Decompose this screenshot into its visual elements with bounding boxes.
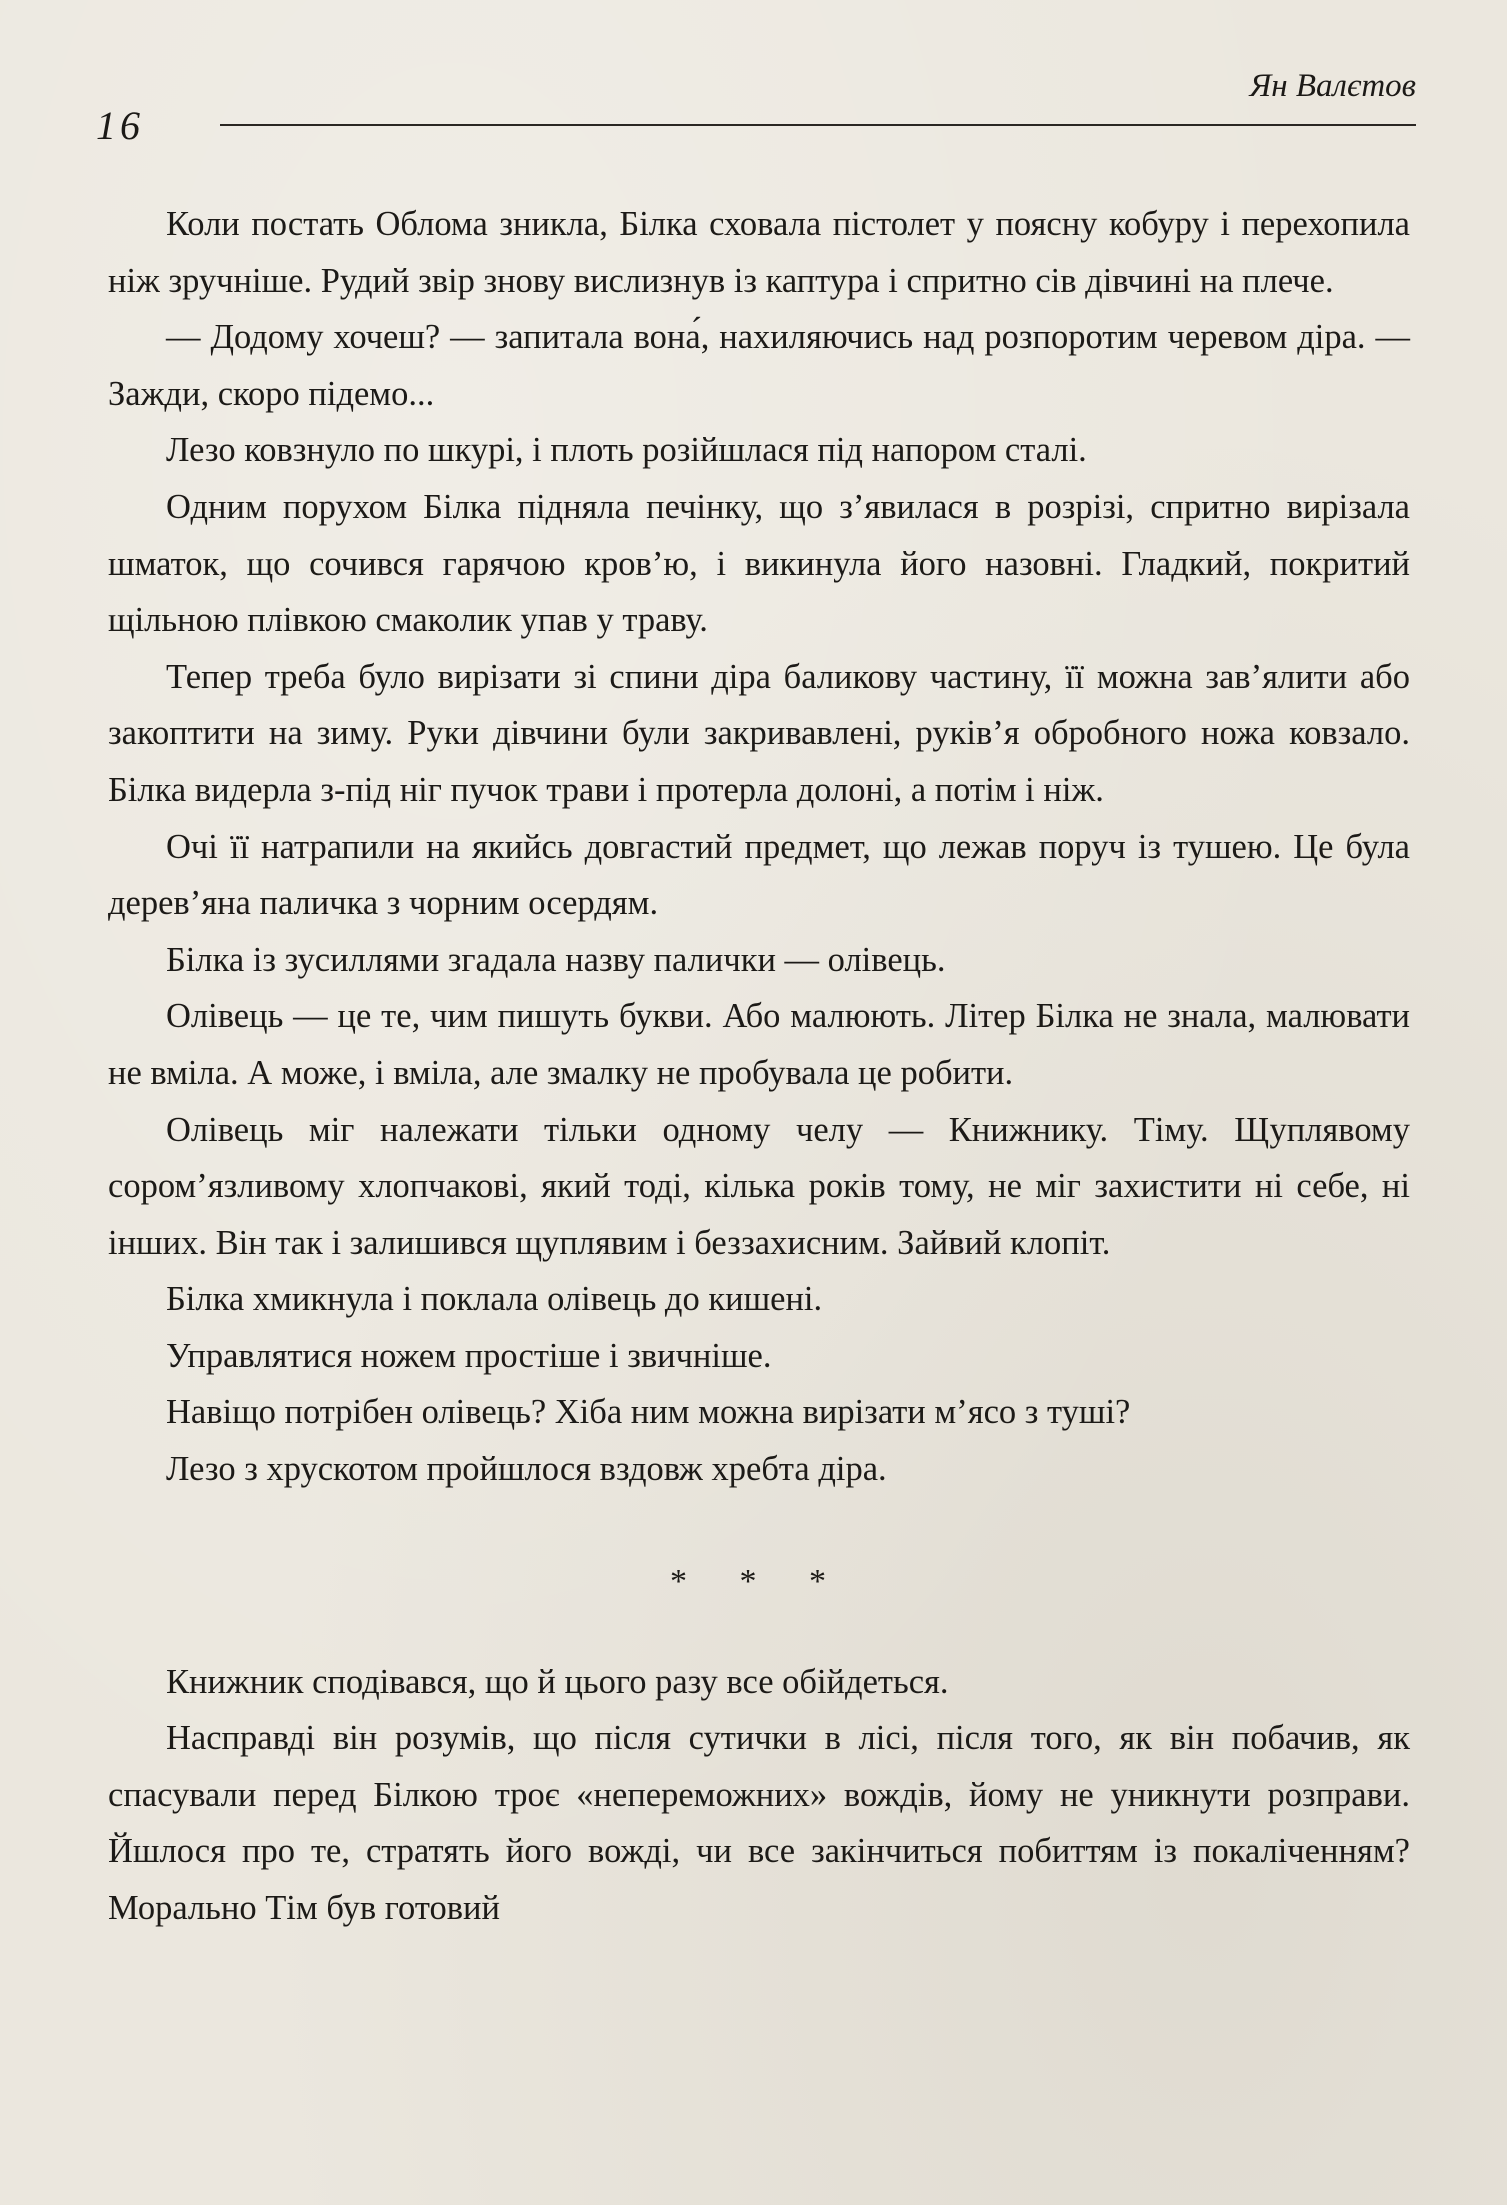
paragraph: — Додому хочеш? — запитала вона́, нахиляючись над розпоротим черевом діра. — Зажди, скоро підемо... — [108, 318, 1410, 413]
header-rule — [220, 124, 1416, 126]
paragraph: Тепер треба було вирізати зі спини діра баликову частину, її можна зав’ялити або закоптити на зиму. Руки дівчини були закривавлені, руків’я обробного ножа ковзало. Білка видерла з-під ніг пучок трави і протерла долоні, а потім і ніж. — [108, 657, 1410, 809]
paragraph: Олівець міг належати тільки одному челу — Книжнику. Тіму. Щуплявому сором’язливому хлопчакові, який тоді, кілька років тому, не міг захистити ні себе, ні інших. Він так і залишився щуплявим і беззахисним. Зайвий клопіт. — [108, 1110, 1410, 1262]
paragraph: Білка хмикнула і поклала олівець до кишені. — [166, 1280, 823, 1319]
page-number: 16 — [96, 103, 144, 148]
paragraph: Навіщо потрібен олівець? Хіба ним можна вирізати м’ясо з туші? — [166, 1393, 1131, 1432]
paragraph: Управлятися ножем простіше і звичніше. — [166, 1336, 772, 1375]
paragraph: Очі її натрапили на якийсь довгастий предмет, що лежав поруч із тушею. Це була дерев’яна паличка з чорним осердям. — [108, 827, 1410, 923]
paragraph: Лезо з хрускотом пройшлося вздовж хребта діра. — [166, 1450, 887, 1489]
page-header — [96, 62, 1416, 148]
section-separator: * * * — [670, 1562, 848, 1600]
paragraph: Коли постать Облома зникла, Білка сховала пістолет у поясну кобуру і перехопила ніж зручніше. Рудий звір знову вислизнув із каптура і спритно сів дівчині на плече. — [108, 205, 1410, 300]
paragraph: Лезо ковзнуло по шкурі, і плоть розійшлася під напором сталі. — [166, 431, 1087, 470]
paragraph: Одним порухом Білка підняла печінку, що з’явилася в розрізі, спритно вирізала шматок, що сочився гарячою кров’ю, і викинула його назовні. Гладкий, покритий щільною плівкою смаколик упав у траву. — [108, 487, 1410, 640]
paragraph: Олівець — це те, чим пишуть букви. Або малюють. Літер Білка не знала, малювати не вміла. А може, і вміла, але змалку не пробувала це робити. — [108, 997, 1410, 1092]
running-title: Ян Валєтов — [1249, 68, 1416, 104]
paragraph: Насправді він розумів, що після сутички в лісі, після того, як він побачив, як спасували перед Білкою троє «непереможних» вождів, йому не уникнути розправи. Йшлося про те, стратять його вожді, чи все закінчиться побиттям із покаліченням? Морально Тім був готовий — [108, 1719, 1410, 1928]
paragraph: Книжник сподівався, що й цього разу все обійдеться. — [166, 1662, 949, 1701]
body-text — [108, 196, 1410, 1937]
paragraph: Білка із зусиллями згадала назву палички — олівець. — [166, 940, 946, 979]
